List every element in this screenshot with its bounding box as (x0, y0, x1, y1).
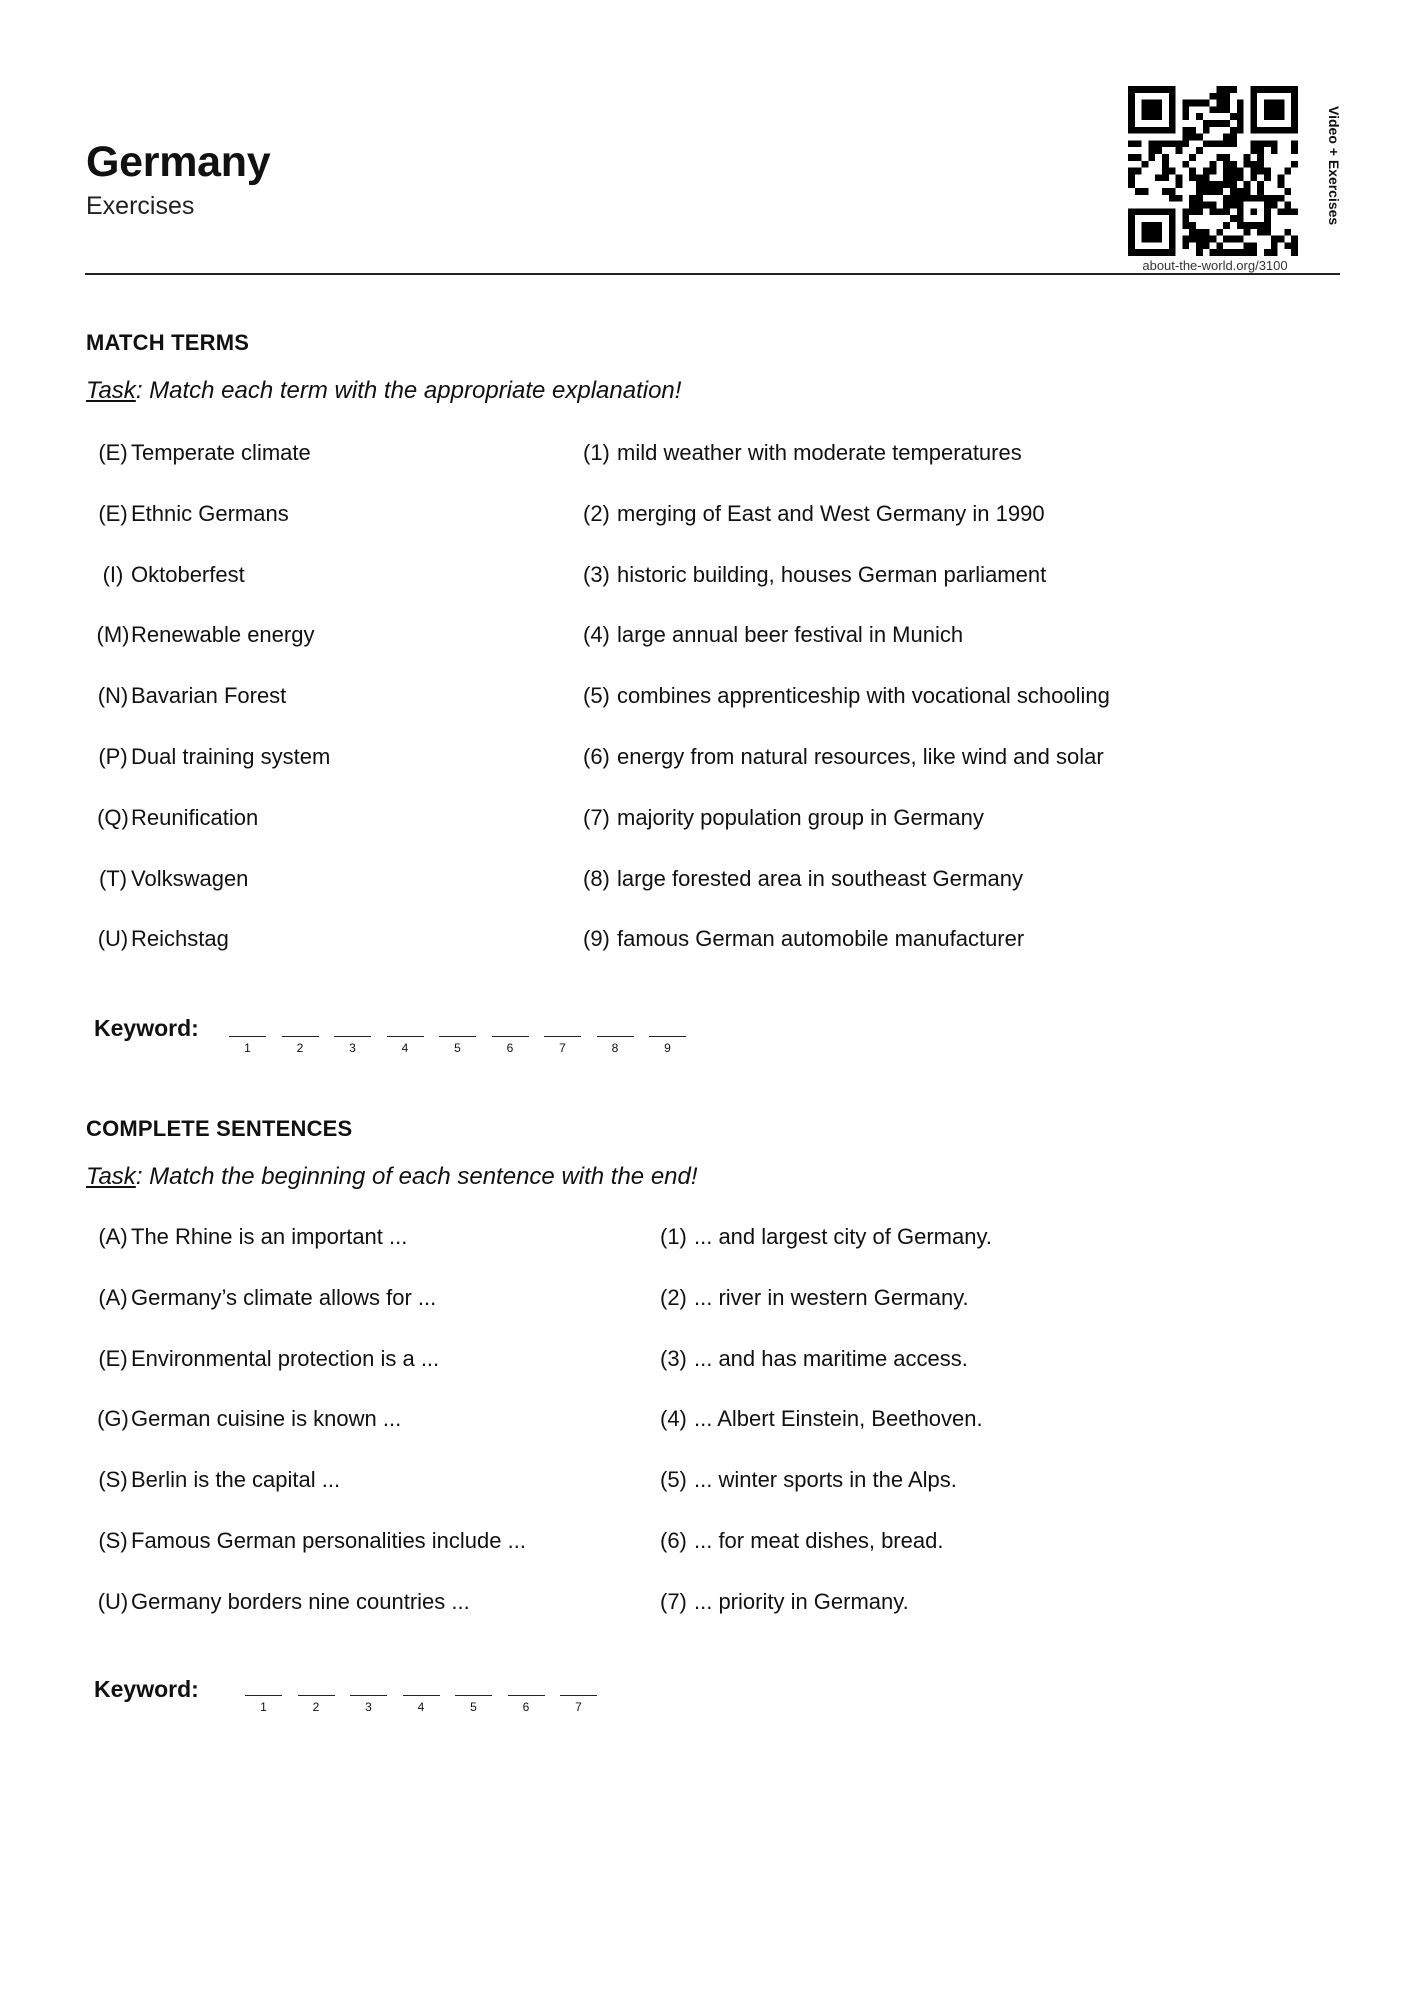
list-item (660, 1526, 943, 1556)
sentence-ending: ... winter sports in the Alps. (694, 1467, 957, 1493)
keyword-blank (387, 1036, 424, 1037)
term-text: Renewable energy (131, 622, 315, 648)
term-letter: (E) (98, 440, 128, 465)
term-text: Dual training system (131, 744, 331, 769)
keyword-label: Keyword: (94, 1676, 199, 1702)
qr-url: about-the-world.org/3100 (1142, 258, 1288, 273)
term-text: Oktoberfest (131, 561, 245, 587)
list-item (660, 1222, 992, 1252)
keyword-blank (229, 1036, 266, 1037)
ending-number: (3) (660, 1345, 687, 1371)
list-item (95, 681, 286, 711)
task-label: Task (86, 377, 136, 404)
keyword-blank (282, 1036, 319, 1037)
keyword-label: Keyword: (94, 1015, 199, 1041)
term-letter: (T) (98, 865, 128, 891)
list-item (95, 438, 311, 468)
explanation-text: large annual beer festival in Munich (617, 622, 964, 648)
complete-sentences-heading: COMPLETE SENTENCES (86, 1116, 353, 1141)
term-text: Volkswagen (131, 865, 249, 891)
term-letter: (U) (97, 926, 129, 952)
explanation-text: historic building, houses German parliament (617, 561, 1047, 587)
list-item (95, 1526, 526, 1556)
term-letter: (Q) (97, 804, 129, 830)
keyword-blank-number: 1 (244, 1041, 251, 1055)
keyword-blank-number: 6 (522, 1700, 530, 1714)
keyword-blank (492, 1036, 529, 1037)
term-letter: (N) (97, 683, 129, 709)
list-item (95, 560, 245, 590)
ending-number: (4) (660, 1406, 687, 1432)
explanation-number: (5) (583, 683, 610, 709)
list-item (95, 620, 314, 650)
list-item (95, 803, 258, 833)
list-item (95, 924, 229, 954)
keyword-blank-number: 9 (664, 1041, 671, 1055)
keyword-blank-number: 6 (506, 1041, 514, 1055)
sentence-letter: (G) (97, 1406, 129, 1432)
list-item (583, 742, 1104, 772)
keyword-blank-number: 3 (349, 1041, 356, 1055)
explanation-text: merging of East and West Germany in 1990 (617, 500, 1045, 526)
explanation-number: (8) (583, 865, 610, 891)
sentence-letter: (A) (98, 1224, 128, 1249)
keyword-blank-number: 8 (611, 1041, 619, 1055)
task-instruction: : Match each term with the appropriate explanation! (135, 377, 682, 404)
sentence-beginning: Berlin is the capital ... (131, 1467, 341, 1493)
task-instruction: : Match the beginning of each sentence with the end! (135, 1163, 698, 1190)
sentence-ending: ... for meat dishes, bread. (694, 1528, 944, 1553)
term-letter: (P) (98, 744, 128, 769)
list-item (95, 1587, 470, 1617)
sentence-ending: ... priority in Germany. (694, 1588, 909, 1614)
term-text: Ethnic Germans (131, 500, 289, 526)
term-letter: (M) (96, 622, 130, 648)
complete-sentences-task (86, 1163, 698, 1191)
keyword-blank (403, 1695, 440, 1696)
keyword-blank-number: 2 (296, 1041, 304, 1055)
page-subtitle: Exercises (86, 192, 195, 220)
sentence-ending: ... Albert Einstein, Beethoven. (694, 1406, 983, 1432)
list-item (95, 499, 289, 529)
explanation-number: (3) (583, 561, 610, 587)
list-item (95, 1404, 401, 1434)
keyword-blank-number: 5 (470, 1700, 477, 1714)
sentence-beginning: Famous German personalities include ... (131, 1528, 526, 1553)
list-item (95, 1465, 340, 1495)
list-item (583, 803, 984, 833)
term-letter: (I) (102, 561, 124, 587)
keyword-blank-number: 3 (365, 1700, 372, 1714)
keyword-blank-number: 1 (260, 1700, 267, 1714)
match-terms-heading: MATCH TERMS (86, 330, 250, 355)
list-item (660, 1465, 957, 1495)
keyword-blank (560, 1695, 597, 1696)
sentence-letter: (A) (98, 1284, 128, 1310)
keyword-blank (597, 1036, 634, 1037)
list-item (660, 1404, 983, 1434)
term-text: Reichstag (131, 926, 229, 952)
ending-number: (1) (660, 1224, 687, 1249)
qr-code (1128, 86, 1298, 256)
keyword-blank-number: 5 (454, 1041, 461, 1055)
explanation-text: famous German automobile manufacturer (617, 926, 1025, 952)
sentence-letter: (E) (98, 1345, 128, 1371)
keyword-blank (245, 1695, 282, 1696)
list-item (583, 560, 1046, 590)
match-terms-task (86, 377, 681, 405)
list-item (583, 620, 963, 650)
keyword-blank-number: 4 (401, 1041, 409, 1055)
keyword-blank (455, 1695, 492, 1696)
term-text: Temperate climate (131, 440, 311, 465)
list-item (660, 1587, 909, 1617)
explanation-text: energy from natural resources, like wind and solar (617, 744, 1104, 769)
keyword-blank-number: 7 (559, 1041, 566, 1055)
explanation-text: mild weather with moderate temperatures (617, 440, 1022, 465)
ending-number: (2) (660, 1284, 687, 1310)
explanation-number: (4) (583, 622, 610, 648)
sentence-beginning: Germany’s climate allows for ... (131, 1284, 437, 1310)
sentence-ending: ... river in western Germany. (694, 1284, 969, 1310)
ending-number: (7) (660, 1588, 687, 1614)
list-item (95, 1283, 436, 1313)
keyword-blank (544, 1036, 581, 1037)
ending-number: (5) (660, 1467, 687, 1493)
keyword-blank (334, 1036, 371, 1037)
sentence-beginning: Germany borders nine countries ... (131, 1588, 470, 1614)
keyword-blank-number: 7 (575, 1700, 582, 1714)
explanation-number: (1) (583, 440, 610, 465)
qr-side-label: Video + Exercises (1326, 106, 1342, 226)
explanation-number: (9) (583, 926, 610, 952)
keyword-blank (298, 1695, 335, 1696)
sentence-letter: (U) (97, 1588, 129, 1614)
list-item (95, 1344, 439, 1374)
sentence-beginning: German cuisine is known ... (131, 1406, 402, 1432)
ending-number: (6) (660, 1528, 687, 1553)
sentence-beginning: Environmental protection is a ... (131, 1345, 440, 1371)
explanation-text: majority population group in Germany (617, 804, 984, 830)
explanation-text: combines apprenticeship with vocational schooling (617, 683, 1110, 709)
list-item (660, 1344, 968, 1374)
explanation-number: (7) (583, 804, 610, 830)
keyword-blank (649, 1036, 686, 1037)
sentence-ending: ... and has maritime access. (694, 1345, 968, 1371)
task-label: Task (86, 1163, 136, 1190)
term-letter: (E) (98, 500, 128, 526)
sentence-letter: (S) (98, 1528, 128, 1553)
explanation-text: large forested area in southeast Germany (617, 865, 1024, 891)
list-item (95, 864, 248, 894)
term-text: Reunification (131, 804, 259, 830)
list-item (583, 438, 1022, 468)
term-text: Bavarian Forest (131, 683, 287, 709)
sentence-letter: (S) (98, 1467, 128, 1493)
sentence-ending: ... and largest city of Germany. (694, 1224, 992, 1249)
list-item (95, 742, 330, 772)
list-item (660, 1283, 969, 1313)
keyword-blank (508, 1695, 545, 1696)
page-title: Germany (86, 138, 271, 186)
keyword-blank-number: 4 (417, 1700, 425, 1714)
explanation-number: (6) (583, 744, 610, 769)
list-item (583, 681, 1110, 711)
keyword-blank-number: 2 (312, 1700, 320, 1714)
list-item (583, 924, 1024, 954)
list-item (95, 1222, 407, 1252)
explanation-number: (2) (583, 500, 610, 526)
sentence-beginning: The Rhine is an important ... (131, 1224, 408, 1249)
list-item (583, 864, 1023, 894)
keyword-blank (350, 1695, 387, 1696)
header-divider (85, 273, 1340, 275)
keyword-blank (439, 1036, 476, 1037)
list-item (583, 499, 1045, 529)
